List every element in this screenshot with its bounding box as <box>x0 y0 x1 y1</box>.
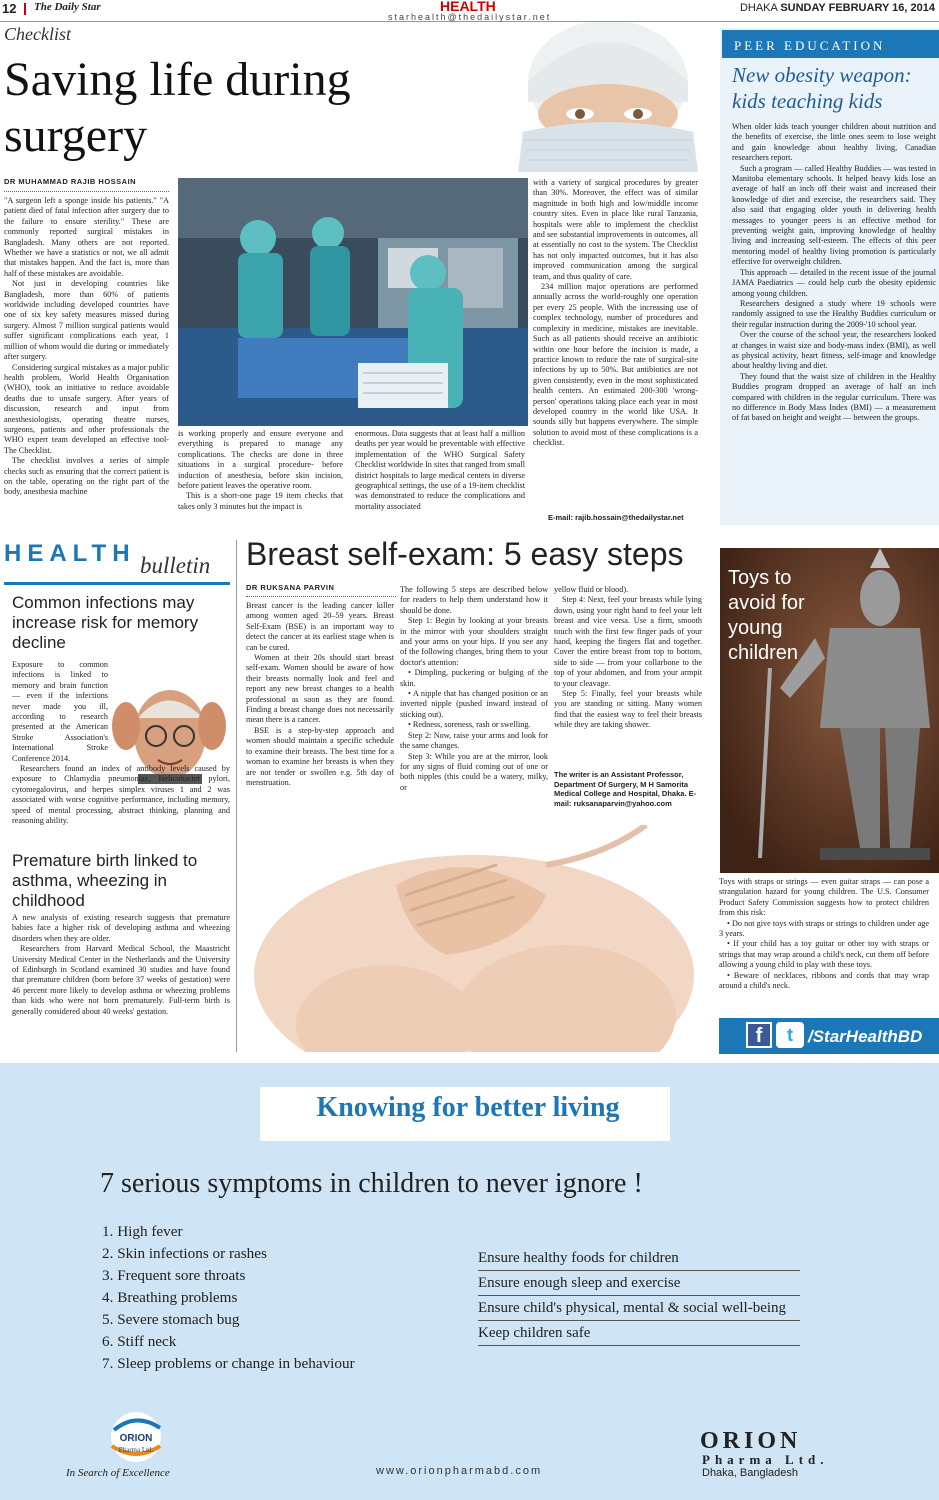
byline-rule <box>246 596 396 597</box>
bulletin-headline-1: Common infections may increase risk for memory decline <box>12 593 199 652</box>
paragraph: • Do not give toys with straps or strings to children under age 3 years. <box>719 918 929 939</box>
list-item: Ensure healthy foods for children <box>478 1246 800 1271</box>
paragraph: A new analysis of existing research suggests that premature babies face a higher risk of developing asthma and wheezing disorders when they are older. <box>12 913 230 943</box>
story-column-1 <box>4 196 169 498</box>
date-text: SUNDAY FEBRUARY 16, 2014 <box>780 2 935 14</box>
toys-body <box>719 877 929 991</box>
paragraph: yellow fluid or blood). <box>554 585 629 594</box>
city: DHAKA <box>739 2 778 14</box>
list-item: Ensure enough sleep and exercise <box>478 1271 800 1296</box>
paragraph: Step 1: Begin by looking at your breasts in the mirror with your shoulders straight and your arms on your hips. If you see any of the following changes, bring them to your doctor's attention: <box>400 616 548 667</box>
list-item: 5. Severe stomach bug <box>102 1311 240 1328</box>
author-email[interactable]: E-mail: rajib.hossain@thedailystar.net <box>548 513 684 522</box>
column-rule <box>236 540 237 1052</box>
bulletin-body-1 <box>12 660 230 827</box>
story-column-4 <box>533 178 698 449</box>
paragraph: is working properly and ensure everyone and everything is prepared to manage any complications. The checks are done in three situations in a surgical procedure- before induction of anesthesia, before skin incision, before patient leaves the operative room. <box>178 429 343 491</box>
paragraph: Researchers from Harvard Medical School, the Maastricht University Medical Center in the Netherlands and the University of Edinburgh in Scotland examined 30 studies and have found that premature children (born before 37 weeks of gestation) were 46 percent more likely to develop asthma or wheezing problems than kids who were not born prematurely. Full-term birth is generally considered about 40 weeks' gestation. <box>12 944 230 1016</box>
paragraph: Women at their 20s should start breast self-exam. Women should be aware of how their breasts normally look and feel and report any new breast changes to a health professional as soon as they are found. Finding a breast change does not necessarily mean there is a cancer. <box>246 653 394 725</box>
paragraph: Toys with straps or strings — even guitar straps — can pose a strangulation hazard for young children. The U.S. Consumer Product Safety Commission suggests how to protect children from this risk: <box>719 877 929 918</box>
paragraph: • A nipple that has changed position or an inverted nipple (pushed inward instead of sticking out). <box>400 689 548 719</box>
bulletin-headline-2: Premature birth linked to asthma, wheezing in childhood <box>12 851 198 910</box>
paragraph: This is a short-one page 19 item checks that takes only 3 minutes but the impact is <box>178 491 343 511</box>
page-number: 12 <box>2 1 17 16</box>
paragraph: Researchers found an index of antibody levels caused by exposure to Chlamydia pneumoniae, Helicobacter pylori, cytomegalovirus, and herpes simplex viruses 1 and 2 was associated with worse cognitive performance, including memory, speed of mental processing, abstract thinking, planning and reasoning ability. <box>12 764 230 826</box>
list-item: 3. Frequent sore throats <box>102 1267 246 1284</box>
list-item: 6. Stiff neck <box>102 1333 177 1350</box>
byline: DR MUHAMMAD RAJIB HOSSAIN <box>4 177 137 186</box>
paragraph: enormous. Data suggests that at least half a million deaths per year would be preventable with effective implementation of the WHO Surgical Safety Checklist worldwide In sites that ranged from small district hospitals to large medical centers in diverse geographical settings, the use of a 19-item checklist was demonstrated to reduce the complications and mortality associated <box>355 429 525 511</box>
breast-exam-column-3 <box>554 585 702 731</box>
list-item: 1. High fever <box>102 1223 183 1240</box>
paragraph: When older kids teach younger children about nutrition and the benefits of exercise, the little ones seem to lose weight and gain knowledge about healthy living, Canadian researchers report. <box>732 122 936 163</box>
orion-logo-sub: Pharma Ltd. <box>118 1446 154 1454</box>
paragraph: They found that the waist size of children in the Healthy Buddies program dropped an average of half an inch compared with children in the regular curriculum. There was no difference in Body Mass Index (BMI) — a measurement of fat based on height and weight — between the groups. <box>732 371 936 423</box>
paragraph: The following 5 steps are described below for readers to help them understand how it should be done. <box>400 585 548 615</box>
section-email[interactable]: starhealth@thedailystar.net <box>388 12 552 22</box>
ad-subtitle: 7 serious symptoms in children to never ignore ! <box>100 1168 643 1199</box>
list-item: 7. Sleep problems or change in behaviour <box>102 1355 355 1372</box>
orion-logo <box>86 1410 186 1464</box>
paragraph: Researchers designed a study where 19 schools were randomly assigned to use the Healthy Buddies curriculum or their regular instruction during the 2009-'10 school year. <box>732 298 936 329</box>
paper-name: The Daily Star <box>34 1 101 13</box>
paragraph: Breast cancer is the leading cancer killer among women aged 20–59 years. Breast Self-Exam (BSE) is an important way to detect the cancer at its earliest stage when is can be cured. <box>246 601 394 652</box>
paragraph: 234 million major operations are performed annually across the world-roughly one operation per every 25 people. With the increasing use of complex technology, number of procedures and complexity in medicine, mistakes are inevitable. Such as all patients should receive an antibiotic within one hour before the incision is made, a practice known to reduce the rate of surgical-site infections by up to 50%. But antibiotics are not given consistently, even in the most sophisticated health centers. An estimated 200-300 'wrong-person' operations taking place each year in most developed country in the world like USA. It sounds silly but happens everywhere. The simple solution to avoid most of these complications is a checklist. <box>533 282 698 448</box>
breast-exam-headline: Breast self-exam: 5 easy steps <box>246 536 684 572</box>
toys-headline: Toys to avoid for young children <box>728 567 805 664</box>
social-handle[interactable]: /StarHealthBD <box>808 1027 923 1046</box>
paragraph: Over the course of the school year, the researchers looked at changes in waist size and body-mass index (BMI), as well as physical activity, heart fitness, self-image and knowledge about healthy living and diet. <box>732 330 936 371</box>
byline-rule <box>4 191 169 192</box>
ad-url[interactable]: www.orionpharmabd.com <box>376 1465 543 1477</box>
paragraph: • Dimpling, puckering or bulging of the skin. <box>400 668 548 688</box>
ad-title: Knowing for better living <box>316 1092 620 1123</box>
paragraph: BSE is a step-by-step approach and women should maintain a specific schedule to examine their breasts. The best time for a woman to examine her breasts is when they are not tender or swollen e.g. 5th day of menstruation. <box>246 725 394 787</box>
self-exam-photo <box>246 825 702 1052</box>
brand-sub: Pharma Ltd. <box>702 1452 829 1467</box>
paragraph: with a variety of surgical procedures by greater than 30%. Moreover, the effect was of similar magnitude in both high and low/middle income country sites. Even in place like rural Tanzania, hospitals were able to implement the checklist and see substantial improvements in outcomes, all at essentially no cost to the system. The Checklist has not only impacted outcomes, but it has also improved communication among the surgical team, and thus quality of care. <box>533 178 698 281</box>
list-item: Ensure child's physical, mental & social well-being <box>478 1296 800 1321</box>
story-kicker: Checklist <box>4 24 71 44</box>
story-headline: Saving life during surgery <box>4 53 351 162</box>
paragraph: The checklist involves a series of simple checks such as ensuring that the correct patient is on the table, operating on the right part of the body, anesthesia machine <box>4 456 169 497</box>
slogan: In Search of Excellence <box>66 1467 170 1479</box>
peer-kicker: PEER EDUCATION <box>734 38 886 53</box>
symptom-list <box>102 1221 355 1375</box>
bulletin-body-2 <box>12 913 230 1017</box>
paragraph: Not just in developing countries like Bangladesh, more than 60% of patients worldwide including developed countries have one of six key safety measures missed during surgery. Almost 7 million surgical patients would suffer significant complications each year, 1 million of whom would die during or immediately after surgery. <box>4 279 169 362</box>
bulletin-title: HEALTH <box>4 540 136 567</box>
orion-logo-word: ORION <box>119 1433 153 1444</box>
brand-city: Dhaka, Bangladesh <box>702 1467 799 1479</box>
paragraph: • Redness, soreness, rash or swelling. <box>408 720 531 730</box>
operating-room-photo <box>178 178 528 426</box>
facebook-icon[interactable]: f <box>746 1022 772 1048</box>
paragraph: • Beware of necklaces, ribbons and cords that may wrap around a child's neck. <box>719 970 929 991</box>
writer-note: The writer is an Assistant Professor, Department Of Surgery, M H Samorita Medical College and Hospital, Dhaka. E-mail: ruksanaparvin@yahoo.com <box>554 770 697 808</box>
paragraph: Step 2: Now, raise your arms and look for the same changes. <box>400 730 548 751</box>
story-column-2 <box>178 429 343 512</box>
list-item: 4. Breathing problems <box>102 1289 238 1306</box>
page-divider <box>24 3 26 15</box>
paragraph: Step 5: Finally, feel your breasts while you are standing or sitting. Many women find that the easiest way to feel their breasts while they are taking shower. <box>554 689 702 730</box>
byline: DR RUKSANA PARVIN <box>246 583 335 592</box>
bulletin-rule <box>4 582 230 585</box>
story-column-3 <box>355 429 525 512</box>
paragraph: This approach — detailed in the recent issue of the journal JAMA Paediatrics — could help curb the obesity epidemic among young children. <box>732 267 936 298</box>
breast-exam-column-1 <box>246 601 394 788</box>
paragraph: "A surgeon left a sponge inside his patients." "A patient died of fatal infection after surgery due to the failure to ensure sterility." These are commonly reported surgical mistakes in Bangladesh. Many others are not reported. Whether we have a statistics or not, we all admit that mistakes happen. And the fact is, more than half of these mistakes are avoidable. <box>4 196 169 278</box>
paragraph: • If your child has a toy guitar or other toy with straps or strings that may wrap around a child's neck, cut them off before allowing a young child to play with these toys. <box>719 939 929 970</box>
peer-body <box>732 122 936 424</box>
twitter-icon[interactable]: t <box>776 1022 804 1048</box>
breast-exam-column-2 <box>400 585 548 793</box>
paragraph: Such a program — called Healthy Buddies — was tested in Manitoba elementary schools. It helped heavy kids lose an average of half an inch off their waist and increased their knowledge of diet and exercise, the researchers said. They also said that engaging older youth in delivering health messages to younger peers is an effective method for preventing weight gain, improving knowledge of healthy living and increasing self-esteem. The effects of this peer mentoring model of healthy living promotion is particularly effective for overweight children. <box>732 163 936 267</box>
surgeon-photo <box>488 22 714 172</box>
paragraph: Step 3: While you are at the mirror, look for any signs of fluid coming out of one or both nipples (this could be a watery, milky, or <box>400 751 548 792</box>
paragraph: Considering surgical mistakes as a major public health problem, World Health Organisation (WHO), took an initiative to reduce avoidable deaths due to unsafe surgery. After years of discussion, research and input from anesthesiologists, operating theatre nurses, surgeons, patients and other professionals the WHO expert team developed an effective tool- The Checklist. <box>4 362 169 455</box>
issue-date <box>740 2 935 14</box>
list-item: Keep children safe <box>478 1321 800 1346</box>
bulletin-subtitle: bulletin <box>140 553 211 578</box>
list-item: 2. Skin infections or rashes <box>102 1245 267 1262</box>
peer-headline: New obesity weapon: kids teaching kids <box>732 63 912 113</box>
tips-list <box>478 1246 800 1346</box>
paragraph: Exposure to common infections is linked to memory and brain function — even if the infections never made you ill, according to research presented at the American Stroke Association's International Stroke Conference 2014. <box>12 660 108 763</box>
brand-name: ORION <box>700 1428 802 1454</box>
paragraph: Step 4: Next, feel your breasts while lying down, using your right hand to feel your left breast and vice versa. Use a firm, smooth touch with the first few finger pads of your hand, keeping the fingers flat and together. Cover the entire breast from top to bottom, side to side — from your collarbone to the top of your abdomen, and from your armpit to your cleavage. <box>554 595 702 688</box>
section-title: HEALTH <box>440 0 496 14</box>
